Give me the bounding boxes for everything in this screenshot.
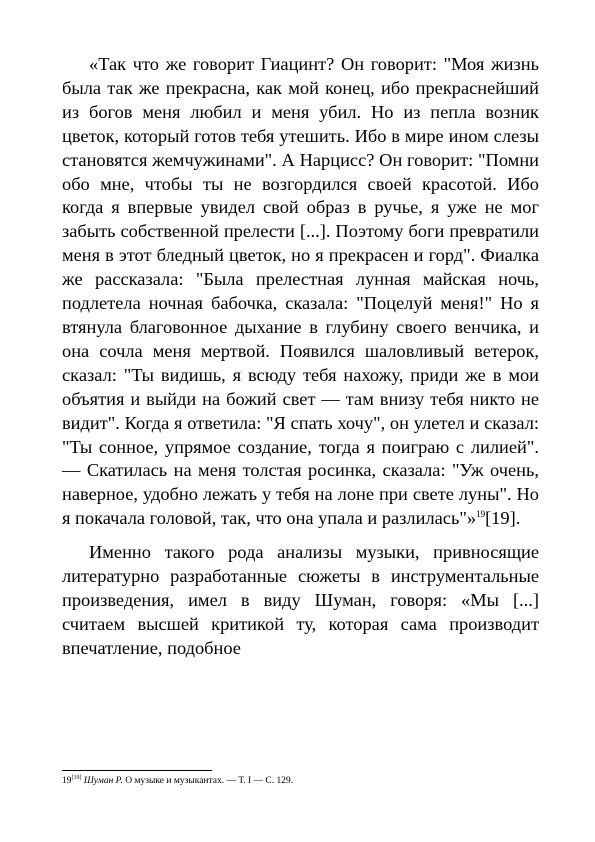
- footnote-text: О музыке и музыкантах. — Т. I — С. 129.: [122, 776, 294, 786]
- footnote-sup-mark: [19]: [71, 775, 82, 781]
- footnote-divider: [62, 770, 212, 771]
- footnote: [62, 775, 539, 787]
- paragraph-analysis: [62, 541, 539, 661]
- footnote-number: 19: [62, 776, 72, 786]
- page-body: [62, 53, 539, 661]
- footnote-reference[interactable]: 19: [476, 509, 486, 520]
- paragraph-analysis-text: Именно такого рода анализы музыки, привносящие литературно разработанные сюжеты в инструментальные произведения, имел в виду Шуман, говоря: «Мы [...] считаем высшей критикой ту, которая сама производит впечатление, подобное: [62, 542, 539, 658]
- paragraph-quote: [62, 53, 539, 531]
- paragraph-quote-text: «Так что же говорит Гиацинт? Он говорит: "Моя жизнь была так же прекрасна, как мой конец, ибо прекраснейший из богов меня любил и меня убил. Но из пепла возник цветок, который готов тебя утешить. Ибо в мире ином слезы становятся жемчужинами". А Нарцисс? Он говорит: "Помни обо мне, чтобы ты не возгордился своей красотой. Ибо когда я впервые увидел свой образ в ручье, я уже не мог забыть собственной прелести [...]. Поэтому боги превратили меня в этот бледный цветок, но я прекрасен и горд". Фиалка же рассказала: "Была прелестная лунная майская ночь, подлетела ночная бабочка, сказала: "Поцелуй меня!" Но я втянула благовонное дыхание в глубину своего венчика, и она сочла меня мертвой. Появился шаловливый ветерок, сказал: "Ты видишь, я всюду тебя нахожу, приди же в мои объятия и выйди на божий свет — там внизу тебя никто не видит". Когда я ответила: "Я спать хочу", он улетел и сказал: "Ты сонное, упрямое создание, тогда я поиграю с лилией". — Скатилась на меня толстая росинка, сказала: "Уж очень, наверное, удобно лежать у тебя на лоне при свете луны". Но я покачала головой, так, что она упала и разлилась"»: [62, 54, 539, 529]
- footnote-author: Шуман Р.: [83, 776, 123, 786]
- citation-reference: [19].: [485, 508, 521, 529]
